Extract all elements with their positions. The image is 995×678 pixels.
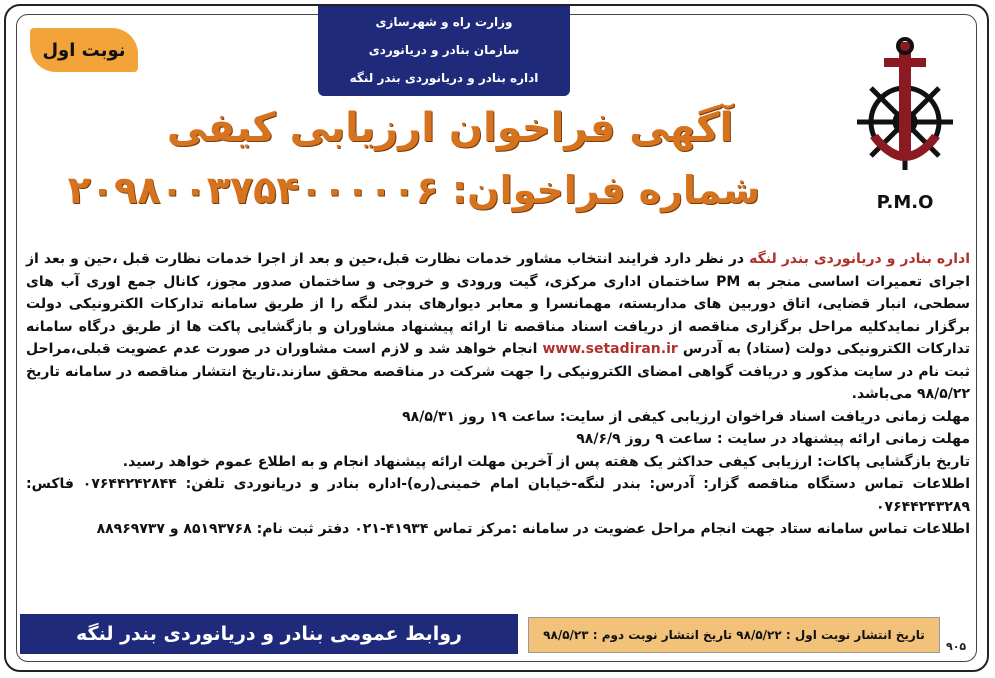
- pmo-logo: [850, 34, 960, 214]
- logo-text: P.M.O: [876, 192, 934, 213]
- deadline-offer: مهلت زمانی ارائه پیشنهاد در سایت : ساعت ۹ روز ۹۸/۶/۹: [576, 431, 970, 447]
- ministry-line-1: وزارت راه و شهرسازی: [375, 15, 513, 29]
- ministry-header: [318, 6, 570, 96]
- setad-link[interactable]: www.setadiran.ir: [542, 341, 678, 357]
- round-badge: نوبت اول: [30, 28, 138, 72]
- contact-organizer: اطلاعات تماس دستگاه مناقصه گزار: آدرس: بندر لنگه-خیابان امام خمینی(ره)-اداره بنادر و دریانوردی تلفن: ۰۷۶۴۴۲۴۲۸۴۴ فاکس: ۰۷۶۴۴۲۴۳۲۸۹: [26, 476, 971, 515]
- ministry-line-3: اداره بنادر و دریانوردی بندر لنگه: [349, 71, 539, 85]
- contact-setad: اطلاعات تماس سامانه ستاد جهت انجام مراحل عضویت در سامانه :مرکز تماس ۴۱۹۳۴-۰۲۱ دفتر ثبت نام: ۸۵۱۹۳۷۶۸ و ۸۸۹۶۹۷۳۷: [96, 521, 970, 537]
- page-number: ۹۰۵: [946, 640, 967, 653]
- ship-wheel-anchor-icon: [850, 34, 960, 214]
- publication-dates: تاریخ انتشار نوبت اول : ۹۸/۵/۲۲ تاریخ انتشار نوبت دوم : ۹۸/۵/۲۳: [528, 617, 940, 653]
- organization-name: اداره بنادر و دریانوردی بندر لنگه: [749, 251, 970, 267]
- description-paragraph: [26, 248, 970, 406]
- description-text: در نظر دارد فرایند انتخاب مشاور خدمات نظارت قبل،حین و بعد از اجرا خدمات نظارت قبل ،حین و بعد از اجرای تعمیرات اساسی منجر به PM ساختمان اداری مرکزی، گیت ورودی و خروجی و ساختمان صدور مجوز، کانال جمع اوری آب های سطحی، انبار قضایی، اتاق دوربین های مداربسته، مهمانسرا و معابر دیوارهای بندر لنگه را از طریق سامانه تدارکات الکترونیکی دولت برگزار نمایدکلیه مراحل برگزاری مناقصه از دریافت اسناد مناقصه تا ارائه پیشنهاد مشاوران و بازگشایی پاکت ها از طریق درگاه سامانه تدارکات الکترونیکی دولت (ستاد) به آدرس: [26, 251, 971, 357]
- deadline-docs: مهلت زمانی دریافت اسناد فراخوان ارزیابی کیفی از سایت: ساعت ۱۹ روز ۹۸/۵/۳۱: [402, 408, 970, 425]
- ad-body: [26, 248, 970, 608]
- opening-date: تاریخ بازگشایی پاکات: ارزیابی کیفی حداکثر یک هفته پس از آخرین مهلت ارائه پیشنهاد انجام و به اطلاع عموم خواهد رسید.: [122, 453, 970, 470]
- public-relations-banner: روابط عمومی بنادر و دریانوردی بندر لنگه: [20, 614, 518, 654]
- description-end: انجام خواهد شد و لازم است مشاوران در صورت عدم عضویت قبلی،مراحل ثبت نام در سایت مذکور و دریافت گواهی امضای الکترونیکی را جهت شرکت در مناقصه محقق سازند.تاریخ انتشار مناقصه در سامانه تاریخ ۹۸/۵/۲۲ می‌باشد.: [26, 341, 970, 402]
- ad-title: آگهی فراخوان ارزیابی کیفی: [166, 105, 734, 151]
- call-number: شماره فراخوان: ۲۰۹۸۰۰۳۷۵۴۰۰۰۰۰۶: [67, 168, 760, 212]
- ministry-line-2: سازمان بنادر و دریانوردی: [368, 43, 520, 57]
